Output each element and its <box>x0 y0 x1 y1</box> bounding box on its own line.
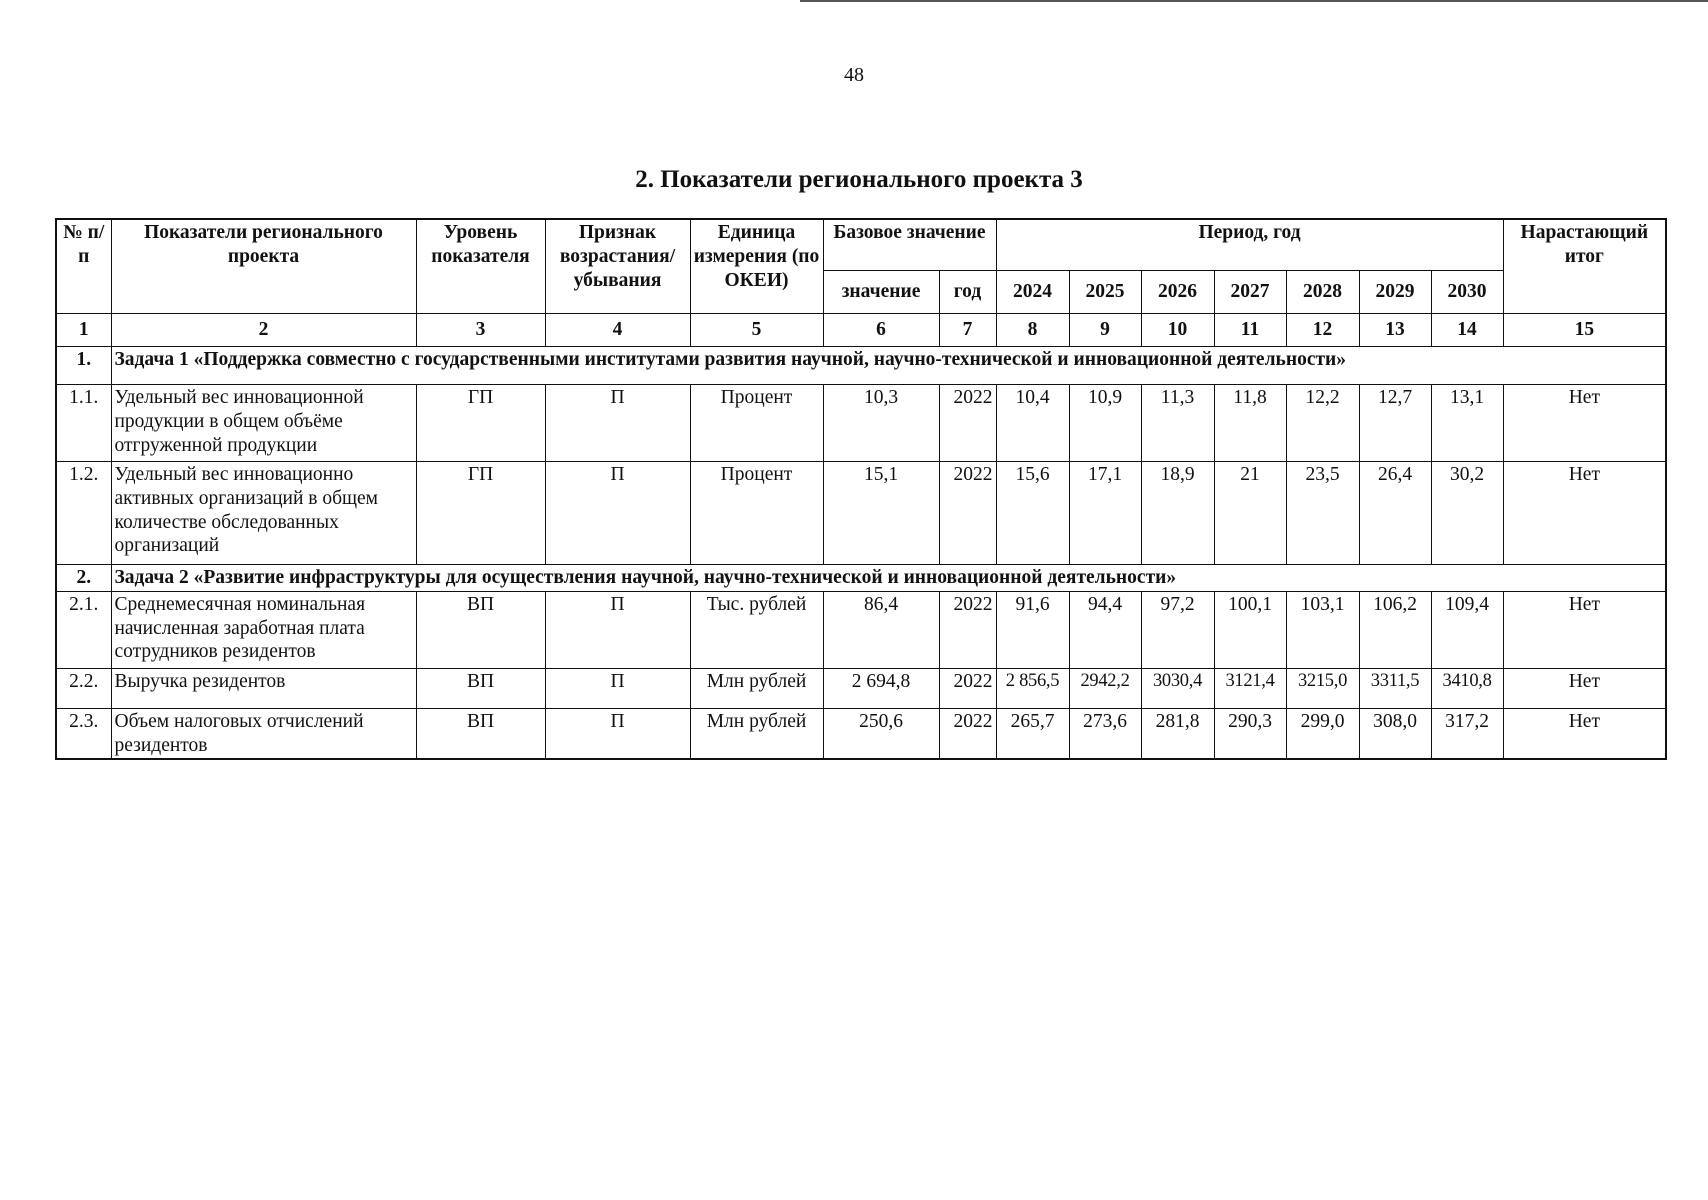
year-value: 21 <box>1214 462 1286 565</box>
column-number: 6 <box>823 314 939 347</box>
column-number: 13 <box>1359 314 1431 347</box>
indicator-sign: П <box>545 385 690 462</box>
year-value: 97,2 <box>1141 591 1214 668</box>
header-unit: Единица измерения (по ОКЕИ) <box>690 219 823 314</box>
year-value: 109,4 <box>1431 591 1503 668</box>
column-number: 1 <box>56 314 111 347</box>
year-value: 12,2 <box>1286 385 1359 462</box>
row-number: 2.2. <box>56 668 111 708</box>
year-value: 308,0 <box>1359 708 1431 759</box>
header-year: 2030 <box>1431 271 1503 314</box>
year-value: 10,9 <box>1069 385 1141 462</box>
column-number: 11 <box>1214 314 1286 347</box>
table-row <box>56 591 1666 668</box>
task-number: 1. <box>56 347 111 385</box>
task-row <box>56 347 1666 385</box>
table-row <box>56 668 1666 708</box>
base-value: 86,4 <box>823 591 939 668</box>
indicator-name: Удельный вес инновационной продукции в общем объёме отгруженной продукции <box>111 385 416 462</box>
base-year: 2022 <box>939 591 996 668</box>
base-year: 2022 <box>939 385 996 462</box>
indicator-unit: Процент <box>690 385 823 462</box>
column-number: 4 <box>545 314 690 347</box>
base-year: 2022 <box>939 462 996 565</box>
header-cumulative: Нарастающий итог <box>1503 219 1666 314</box>
cumulative-value: Нет <box>1503 462 1666 565</box>
year-value: 17,1 <box>1069 462 1141 565</box>
header-year: 2029 <box>1359 271 1431 314</box>
indicator-unit: Млн рублей <box>690 708 823 759</box>
top-rule <box>800 0 1708 2</box>
table-row <box>56 385 1666 462</box>
row-number: 2.1. <box>56 591 111 668</box>
cumulative-value: Нет <box>1503 668 1666 708</box>
indicator-name: Выручка резидентов <box>111 668 416 708</box>
header-year: 2026 <box>1141 271 1214 314</box>
year-value: 106,2 <box>1359 591 1431 668</box>
year-value: 281,8 <box>1141 708 1214 759</box>
row-number: 1.2. <box>56 462 111 565</box>
year-value: 273,6 <box>1069 708 1141 759</box>
year-value: 15,6 <box>996 462 1069 565</box>
column-number: 2 <box>111 314 416 347</box>
year-value: 10,4 <box>996 385 1069 462</box>
header-year: 2028 <box>1286 271 1359 314</box>
indicator-sign: П <box>545 591 690 668</box>
header-base: Базовое значение <box>823 219 996 271</box>
indicator-level: ВП <box>416 668 545 708</box>
base-value: 2 694,8 <box>823 668 939 708</box>
row-number: 2.3. <box>56 708 111 759</box>
column-number-row <box>56 314 1666 347</box>
indicator-level: ГП <box>416 462 545 565</box>
task-title: Задача 1 «Поддержка совместно с государственными институтами развития научной, научно-технической и инновационной деятельности» <box>111 347 1666 385</box>
indicator-sign: П <box>545 708 690 759</box>
header-base-value: значение <box>823 271 939 314</box>
year-value: 11,8 <box>1214 385 1286 462</box>
year-value: 317,2 <box>1431 708 1503 759</box>
year-value: 13,1 <box>1431 385 1503 462</box>
indicators-table <box>55 218 1667 760</box>
year-value: 91,6 <box>996 591 1069 668</box>
column-number: 9 <box>1069 314 1141 347</box>
task-number: 2. <box>56 565 111 592</box>
base-year: 2022 <box>939 708 996 759</box>
cumulative-value: Нет <box>1503 591 1666 668</box>
header-period: Период, год <box>996 219 1503 271</box>
year-value: 299,0 <box>1286 708 1359 759</box>
indicator-unit: Млн рублей <box>690 668 823 708</box>
column-number: 3 <box>416 314 545 347</box>
base-value: 10,3 <box>823 385 939 462</box>
year-value: 3121,4 <box>1214 668 1286 708</box>
page-number: 48 <box>844 64 864 86</box>
column-number: 12 <box>1286 314 1359 347</box>
year-value: 11,3 <box>1141 385 1214 462</box>
header-year: 2025 <box>1069 271 1141 314</box>
year-value: 3030,4 <box>1141 668 1214 708</box>
indicator-level: ВП <box>416 708 545 759</box>
header-level: Уровень показателя <box>416 219 545 314</box>
indicator-level: ВП <box>416 591 545 668</box>
base-value: 15,1 <box>823 462 939 565</box>
task-row <box>56 565 1666 592</box>
year-value: 26,4 <box>1359 462 1431 565</box>
header-year: 2027 <box>1214 271 1286 314</box>
indicator-level: ГП <box>416 385 545 462</box>
header-year: 2024 <box>996 271 1069 314</box>
indicator-unit: Процент <box>690 462 823 565</box>
year-value: 290,3 <box>1214 708 1286 759</box>
year-value: 12,7 <box>1359 385 1431 462</box>
indicator-name: Удельный вес инновационно активных организаций в общем количестве обследованных организаций <box>111 462 416 565</box>
header-indicator: Показатели регионального проекта <box>111 219 416 314</box>
indicator-unit: Тыс. рублей <box>690 591 823 668</box>
base-value: 250,6 <box>823 708 939 759</box>
indicator-name: Объем налоговых отчислений резидентов <box>111 708 416 759</box>
year-value: 265,7 <box>996 708 1069 759</box>
year-value: 3311,5 <box>1359 668 1431 708</box>
year-value: 2942,2 <box>1069 668 1141 708</box>
column-number: 10 <box>1141 314 1214 347</box>
indicator-sign: П <box>545 462 690 565</box>
year-value: 18,9 <box>1141 462 1214 565</box>
column-number: 5 <box>690 314 823 347</box>
year-value: 94,4 <box>1069 591 1141 668</box>
cumulative-value: Нет <box>1503 385 1666 462</box>
table-row <box>56 462 1666 565</box>
cumulative-value: Нет <box>1503 708 1666 759</box>
column-number: 15 <box>1503 314 1666 347</box>
year-value: 3215,0 <box>1286 668 1359 708</box>
base-year: 2022 <box>939 668 996 708</box>
year-value: 23,5 <box>1286 462 1359 565</box>
indicator-sign: П <box>545 668 690 708</box>
column-number: 8 <box>996 314 1069 347</box>
year-value: 100,1 <box>1214 591 1286 668</box>
table-row <box>56 708 1666 759</box>
year-value: 3410,8 <box>1431 668 1503 708</box>
header-base-year: год <box>939 271 996 314</box>
page-title: 2. Показатели регионального проекта 3 <box>635 166 1083 193</box>
indicator-name: Среднемесячная номинальная начисленная заработная плата сотрудников резидентов <box>111 591 416 668</box>
row-number: 1.1. <box>56 385 111 462</box>
header-num: № п/п <box>56 219 111 314</box>
column-number: 7 <box>939 314 996 347</box>
header-sign: Признак возрастания/ убывания <box>545 219 690 314</box>
year-value: 2 856,5 <box>996 668 1069 708</box>
year-value: 103,1 <box>1286 591 1359 668</box>
year-value: 30,2 <box>1431 462 1503 565</box>
task-title: Задача 2 «Развитие инфраструктуры для осуществления научной, научно-технической и инновационной деятельности» <box>111 565 1666 592</box>
column-number: 14 <box>1431 314 1503 347</box>
